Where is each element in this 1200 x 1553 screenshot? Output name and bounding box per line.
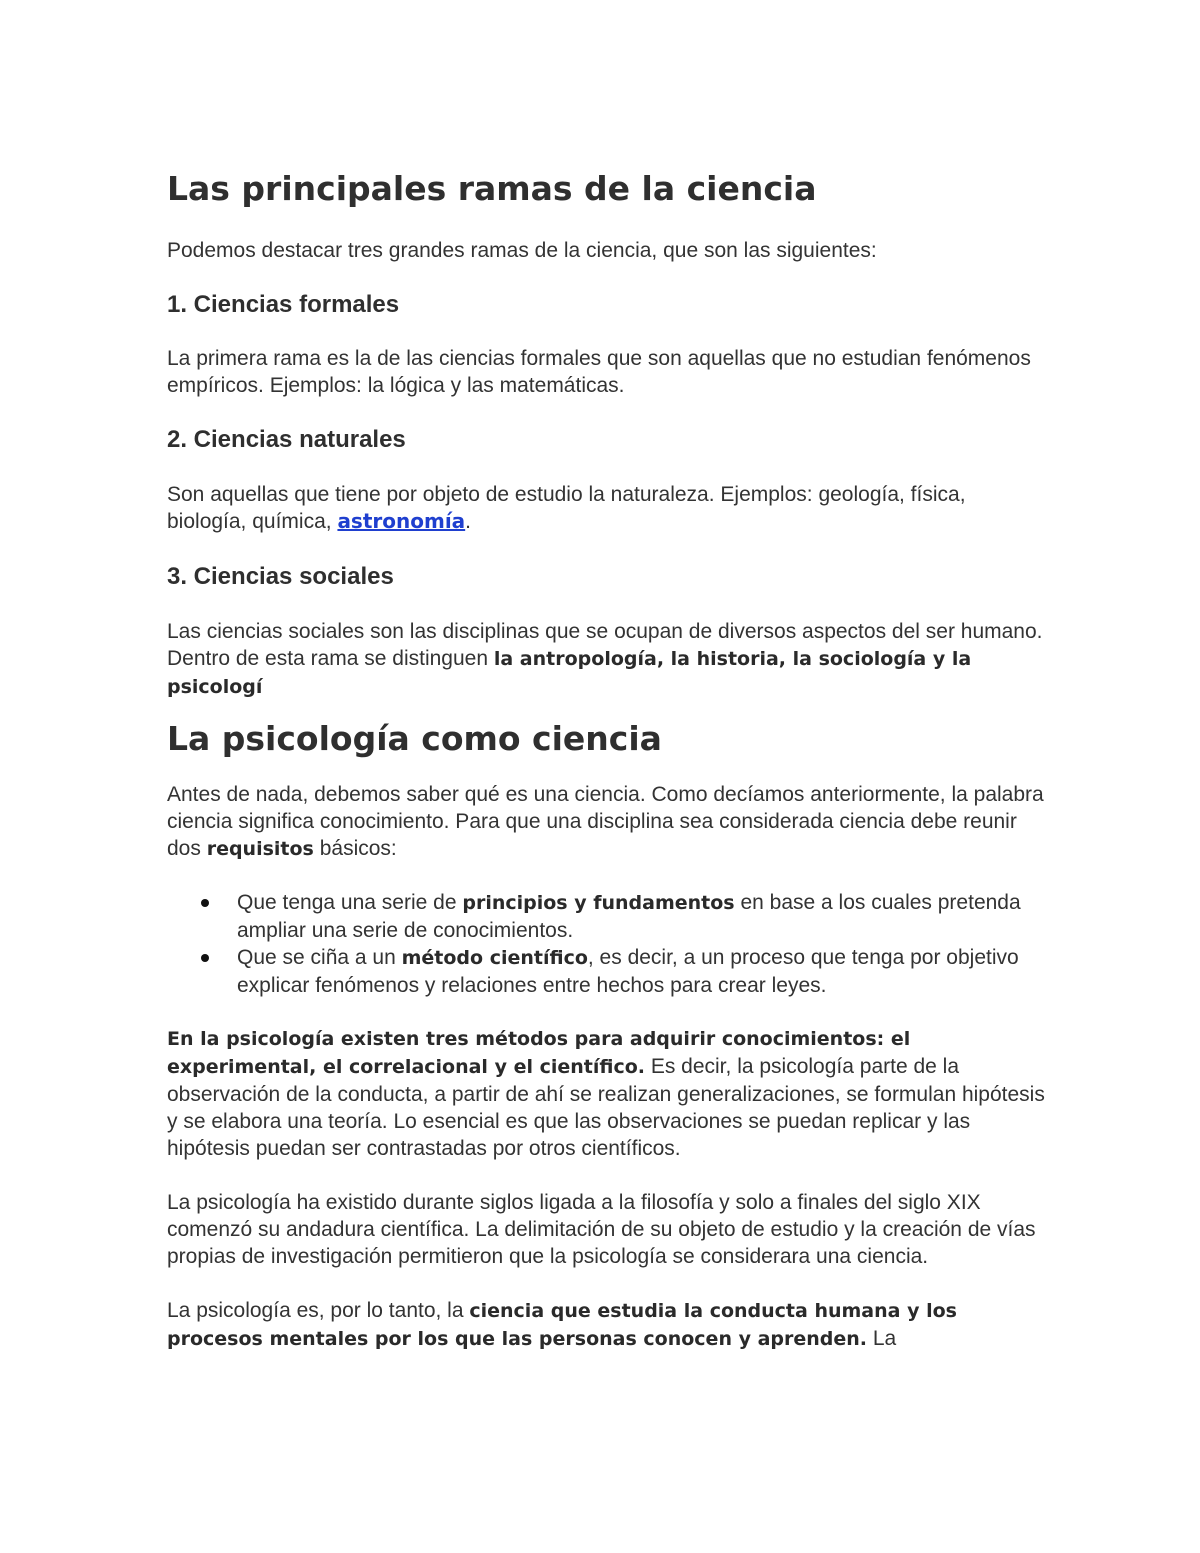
heading-psicologia-ciencia: La psicología como ciencia [167, 719, 662, 758]
sociales-text: Las ciencias sociales son las disciplinas que se ocupan de diversos aspectos del ser humano. Dentro de esta rama se distinguen [167, 620, 1043, 670]
definicion-text: La psicología es, por lo tanto, la [167, 1299, 470, 1322]
psicologia-intro-text: Antes de nada, debemos saber qué es una ciencia. Como decíamos anteriormente, la palabra ciencia significa conocimiento. Para que una disciplina sea considerada ciencia debe reunir dos [167, 783, 1044, 860]
heading-ciencias-sociales: 3. Ciencias sociales [167, 563, 394, 590]
bullet-icon [201, 954, 209, 962]
sociales-paragraph [167, 618, 1047, 701]
document-page [167, 165, 1047, 1353]
definicion-paragraph [167, 1297, 1047, 1353]
psicologia-intro-after: básicos: [313, 837, 397, 860]
requisitos-list [167, 889, 1047, 999]
astronomia-link[interactable]: astronomía [337, 509, 466, 533]
naturales-text: Son aquellas que tiene por objeto de estudio la naturaleza. Ejemplos: geología, física, biología, química, [167, 483, 966, 533]
heading-ramas-ciencia: Las principales ramas de la ciencia [167, 169, 817, 208]
list-item: Que se ciña a un método científico, es decir, a un proceso que tenga por objetivo explicar fenómenos y relaciones entre hechos para crear leyes. [167, 944, 1047, 999]
metodos-paragraph [167, 1025, 1047, 1162]
definicion-bold: ciencia que estudia la conducta humana y los procesos mentales por los que las personas conocen y aprenden. [167, 1300, 957, 1350]
metodos-text: Es decir, la psicología parte de la observación de la conducta, a partir de ahí se realizan generalizaciones, se formulan hipótesis y se elabora una teoría. Lo esencial es que las observaciones se puedan replicar y las hipótesis puedan ser contrastadas por otros científicos. [167, 1055, 1045, 1160]
list-item: Que tenga una serie de principios y fundamentos en base a los cuales pretenda ampliar una serie de conocimientos. [167, 889, 1047, 944]
heading-ciencias-formales: 1. Ciencias formales [167, 291, 400, 318]
psicologia-intro-paragraph [167, 781, 1047, 863]
historia-paragraph: La psicología ha existido durante siglos ligada a la filosofía y solo a finales del siglo XIX comenzó su andadura científica. La delimitación de su objeto de estudio y la creación de vías propias de investigación permitieron que la psicología se considerara una ciencia. [167, 1191, 1036, 1268]
intro-paragraph: Podemos destacar tres grandes ramas de la ciencia, que son las siguientes: [167, 239, 877, 262]
naturales-period: . [465, 510, 472, 533]
bullet-icon [201, 899, 209, 907]
definicion-after: La [867, 1327, 897, 1350]
sociales-bold: la antropología, la historia, la sociología y la psicologí [167, 648, 972, 698]
naturales-paragraph [167, 481, 1047, 535]
heading-ciencias-naturales: 2. Ciencias naturales [167, 426, 406, 453]
metodos-bold: En la psicología existen tres métodos para adquirir conocimientos: el experimental, el correlacional y el científico. [167, 1028, 911, 1078]
requisitos-bold: requisitos [206, 838, 314, 860]
formales-paragraph: La primera rama es la de las ciencias formales que son aquellas que no estudian fenómenos empíricos. Ejemplos: la lógica y las matemáticas. [167, 347, 1031, 397]
